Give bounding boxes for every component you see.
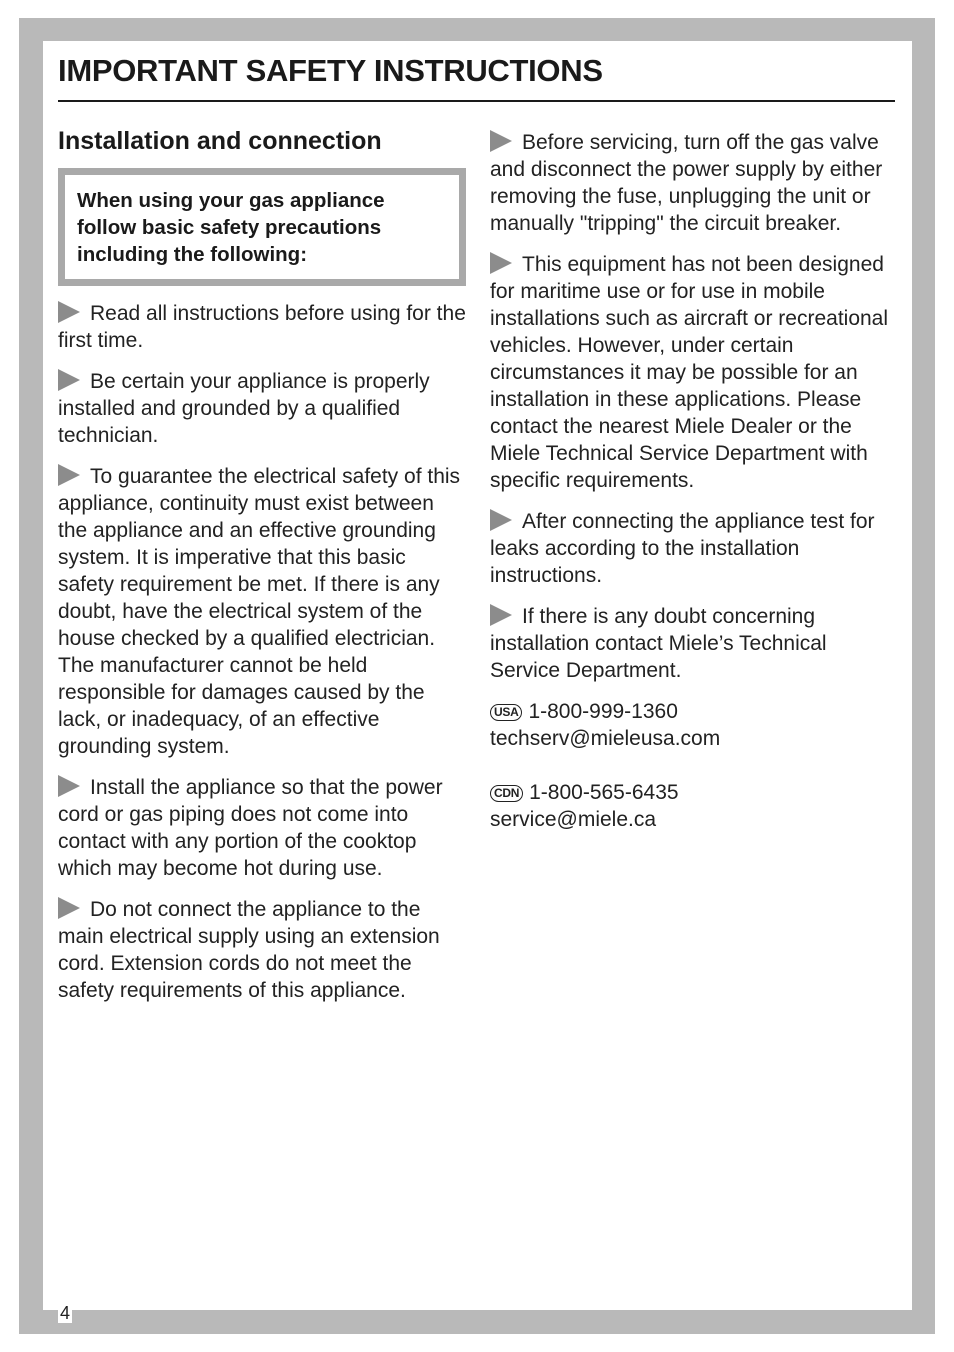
cdn-badge-icon: CDN: [490, 785, 523, 802]
instruction-text: Before servicing, turn off the gas valve and disconnect the power supply by either removing the fuse, unplugging the unit or manually "tripping" the circuit breaker.: [490, 131, 883, 235]
triangle-arrow-icon: [58, 301, 80, 323]
instruction-text: Do not connect the appliance to the main electrical supply using an extension cord. Extension cords do not meet the safety requirements of this appliance.: [58, 898, 440, 1002]
instruction-item: [490, 129, 900, 237]
triangle-arrow-icon: [490, 509, 512, 531]
instruction-text: Be certain your appliance is properly installed and grounded by a qualified technician.: [58, 370, 430, 447]
warning-text: When using your gas appliance follow basic safety precautions including the following:: [77, 189, 385, 266]
left-column: [58, 124, 466, 1018]
instruction-text: Install the appliance so that the power cord or gas piping does not come into contact with any portion of the cooktop which may become hot during use.: [58, 776, 443, 880]
page-title: IMPORTANT SAFETY INSTRUCTIONS: [58, 53, 603, 88]
triangle-arrow-icon: [58, 775, 80, 797]
section-title: Installation and connection: [58, 127, 382, 155]
triangle-arrow-icon: [490, 252, 512, 274]
right-column: [490, 129, 900, 833]
instruction-item: [58, 896, 466, 1004]
instruction-text: After connecting the appliance test for leaks according to the installation instructions.: [490, 510, 875, 587]
contact-usa: [490, 698, 900, 752]
title-divider: [58, 100, 895, 102]
triangle-arrow-icon: [58, 897, 80, 919]
usa-badge-icon: USA: [490, 704, 522, 721]
instruction-item: [58, 300, 466, 354]
page-number: 4: [60, 1303, 71, 1323]
instruction-item: [490, 251, 900, 494]
contact-cdn: [490, 779, 900, 833]
instruction-text: This equipment has not been designed for maritime use or for use in mobile installations such as aircraft or recreational vehicles. However, under certain circumstances it may be possible for an installation in these applications. Please contact the nearest Miele Dealer or the Miele Technical Service Department with specific requirements.: [490, 253, 889, 492]
instruction-item: [58, 368, 466, 449]
triangle-arrow-icon: [490, 130, 512, 152]
phone-number: 1-800-999-1360: [528, 700, 678, 723]
triangle-arrow-icon: [58, 369, 80, 391]
instruction-text: Read all instructions before using for the first time.: [58, 302, 466, 352]
triangle-arrow-icon: [490, 604, 512, 626]
instruction-text: To guarantee the electrical safety of this appliance, continuity must exist between the appliance and an effective grounding system. It is imperative that this basic safety requirement be met. If there is any doubt, have the electrical system of the house checked by a qualified electrician. The manufacturer cannot be held responsible for damages caused by the lack, or inadequacy, of an effective grounding system.: [58, 465, 461, 758]
instruction-item: [490, 508, 900, 589]
email-address: service@miele.ca: [490, 808, 657, 831]
phone-number: 1-800-565-6435: [529, 781, 679, 804]
instruction-item: [58, 463, 466, 760]
warning-box: [58, 168, 466, 286]
triangle-arrow-icon: [58, 464, 80, 486]
instruction-item: [58, 774, 466, 882]
email-address: techserv@mieleusa.com: [490, 727, 721, 750]
instruction-item: [490, 603, 900, 684]
instruction-text: If there is any doubt concerning installation contact Miele’s Technical Service Department.: [490, 605, 827, 682]
